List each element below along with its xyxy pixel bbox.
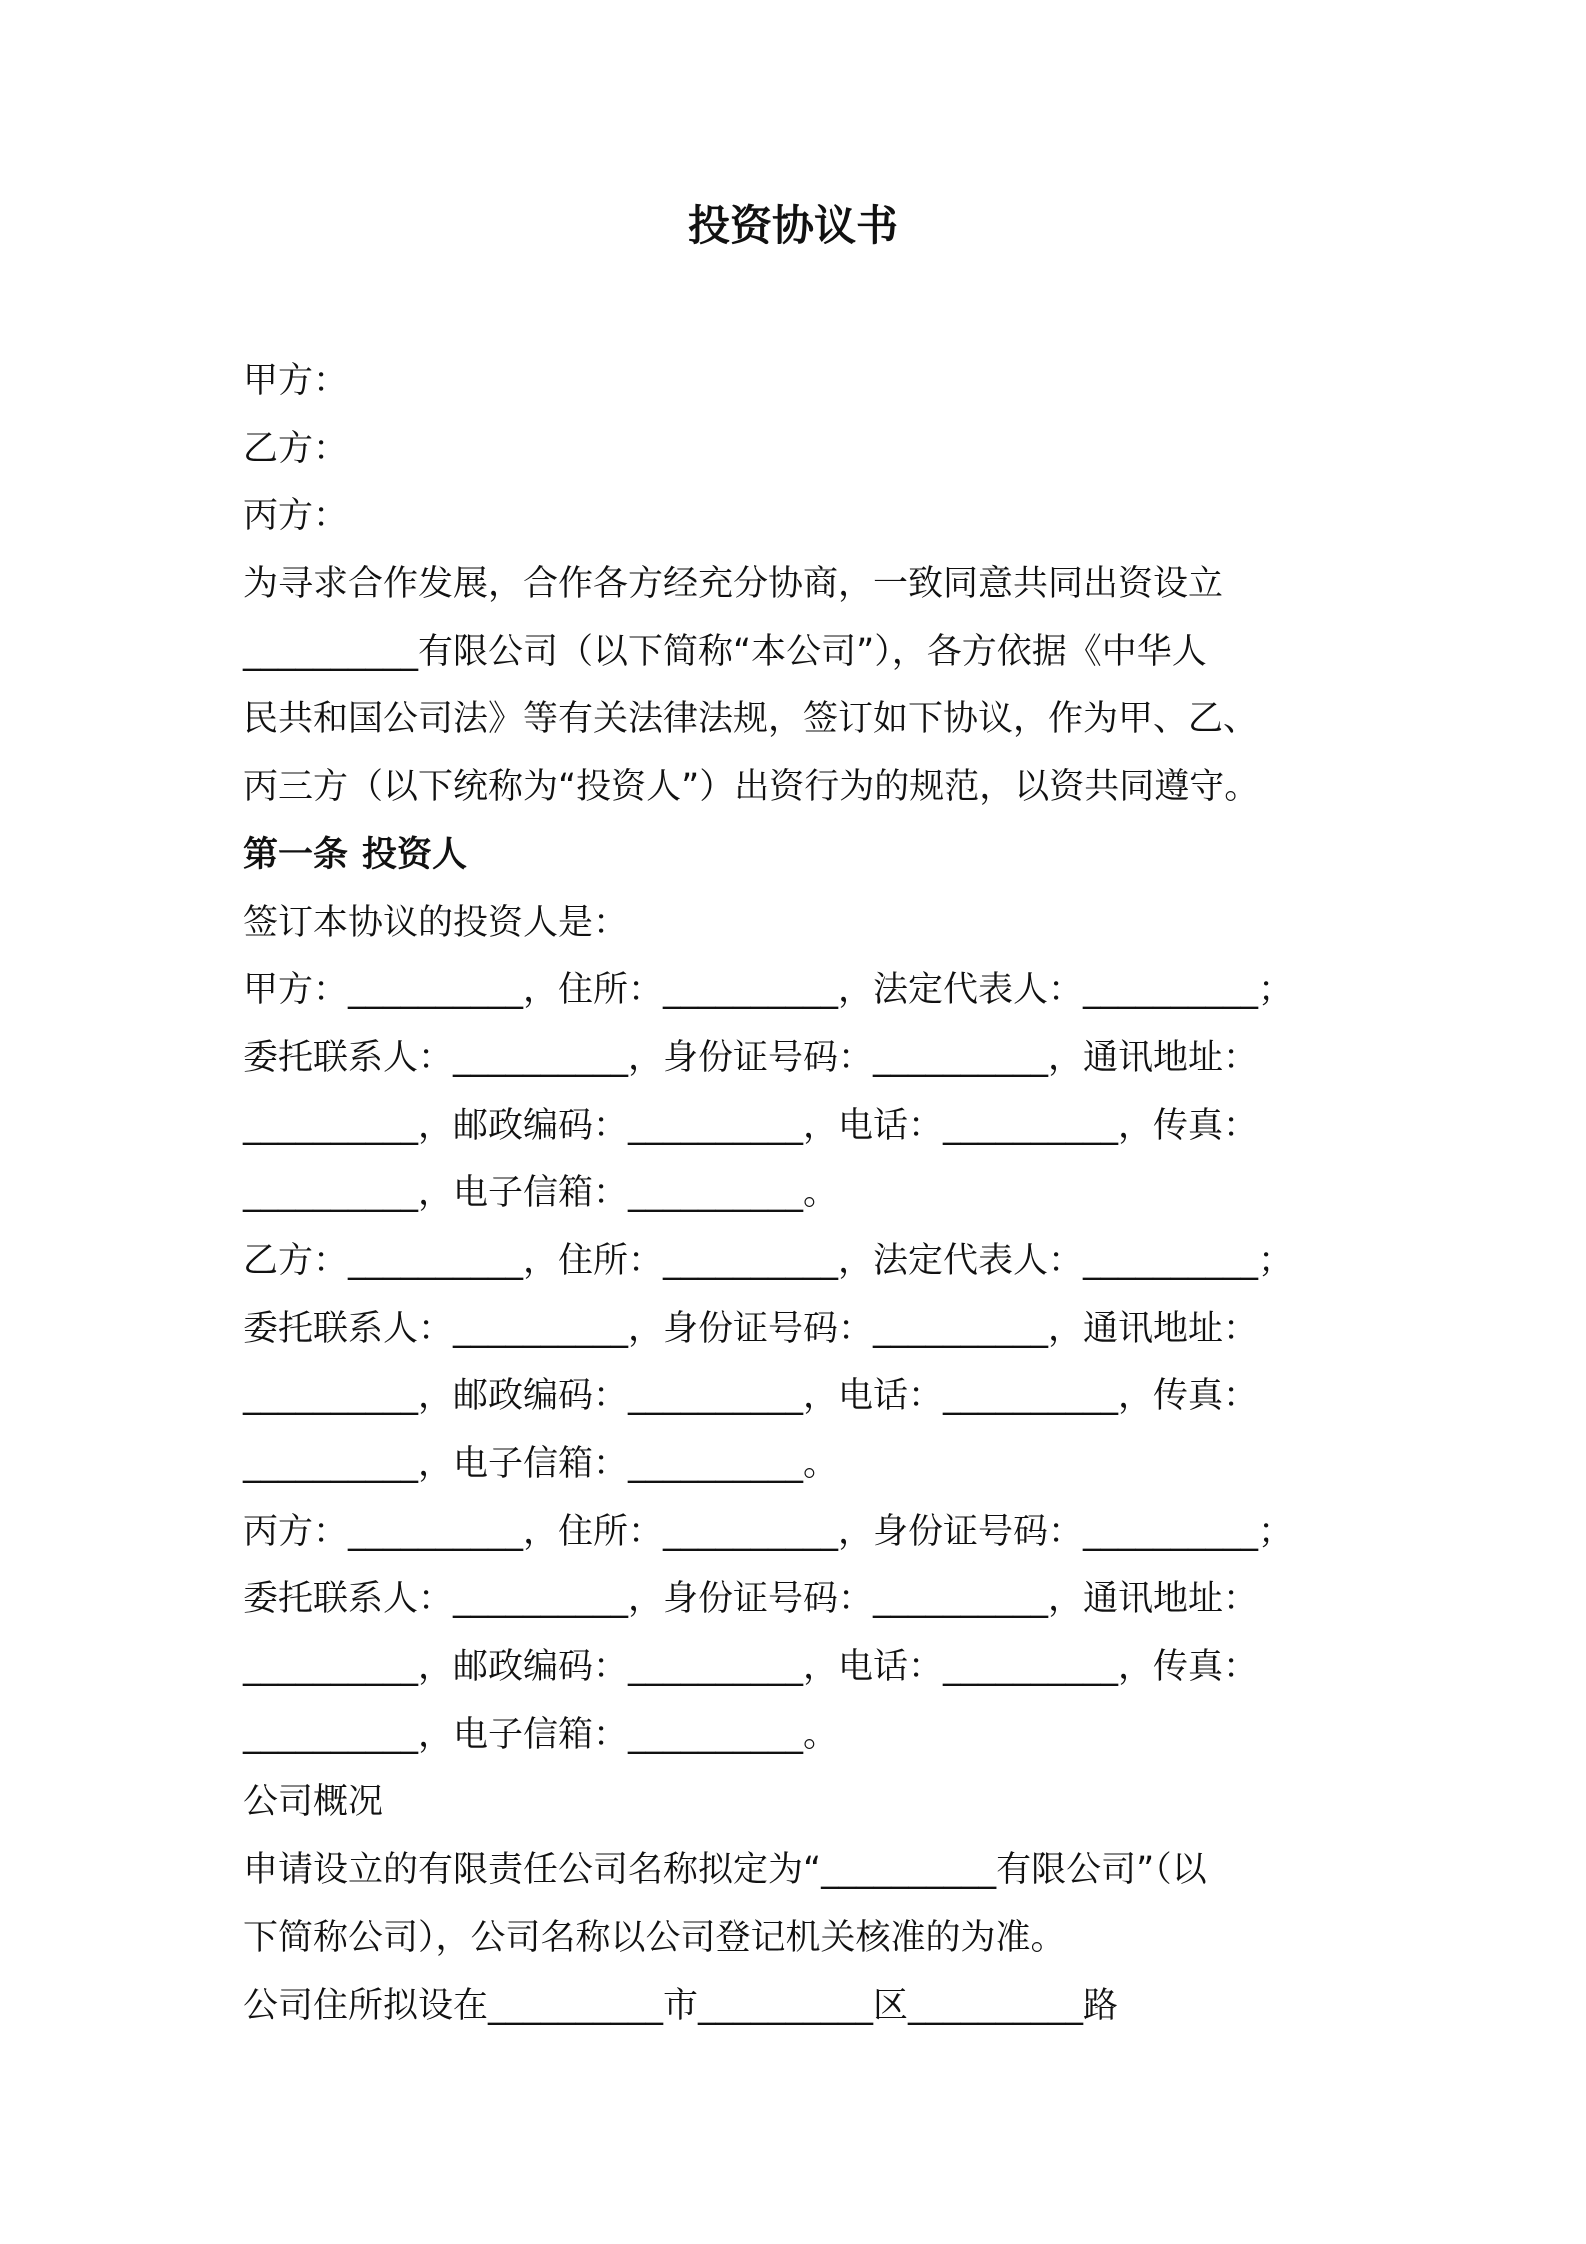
party-a-line: 甲方： [243,361,349,401]
party-a-info-line-1: 甲方：__________，住所：__________，法定代表人：__________； [243,970,1294,1011]
party-b-info-line-1: 乙方：__________，住所：__________，法定代表人：__________； [243,1240,1294,1281]
party-b-info-line-3: __________，邮政编码：__________，电话：__________，传真： [243,1376,1259,1417]
party-a-info-line-2: 委托联系人：__________，身份证号码：__________，通讯地址： [243,1037,1259,1078]
party-c-info-line-2: 委托联系人：__________，身份证号码：__________，通讯地址： [243,1579,1259,1620]
party-c-info-line-4: __________，电子信箱：__________。 [243,1714,839,1755]
investors-intro: 签订本协议的投资人是： [243,902,629,943]
company-name-line-1: 申请设立的有限责任公司名称拟定为“__________有限公司”（以 [243,1850,1207,1891]
preamble-line-4: 丙三方（以下统称为“投资人”）出资行为的规范，以资共同遵守。 [243,767,1260,808]
document-body [243,348,1363,2040]
party-b-info-line-2: 委托联系人：__________，身份证号码：__________，通讯地址： [243,1308,1259,1349]
party-b-line: 乙方： [243,428,349,469]
preamble-line-1: 为寻求合作发展，合作各方经充分协商，一致同意共同出资设立 [243,564,1224,605]
party-a-info-line-4: __________，电子信箱：__________。 [243,1173,839,1214]
company-address-line: 公司住所拟设在__________市__________区__________路 [243,1985,1119,2026]
party-a-info-line-3: __________，邮政编码：__________，电话：__________，传真： [243,1105,1259,1146]
article-1-number: 第一条 [243,834,349,875]
document-title: 投资协议书 [687,201,898,250]
article-1-heading [243,822,1363,890]
party-c-line: 丙方： [243,496,349,537]
company-overview-heading: 公司概况 [243,1782,384,1823]
preamble-line-3: 民共和国公司法》等有关法律法规，签订如下协议，作为甲、乙、 [243,699,1259,740]
company-name-line-2: 下简称公司），公司名称以公司登记机关核准的为准。 [243,1917,1066,1958]
party-c-info-line-1: 丙方：__________，住所：__________，身份证号码：__________； [243,1511,1294,1552]
party-b-info-line-4: __________，电子信箱：__________。 [243,1444,839,1484]
article-1-title: 投资人 [362,834,468,875]
preamble-line-2: __________有限公司（以下简称“本公司”），各方依据《中华人 [243,631,1207,672]
party-c-info-line-3: __________，邮政编码：__________，电话：__________，传真： [243,1647,1259,1688]
